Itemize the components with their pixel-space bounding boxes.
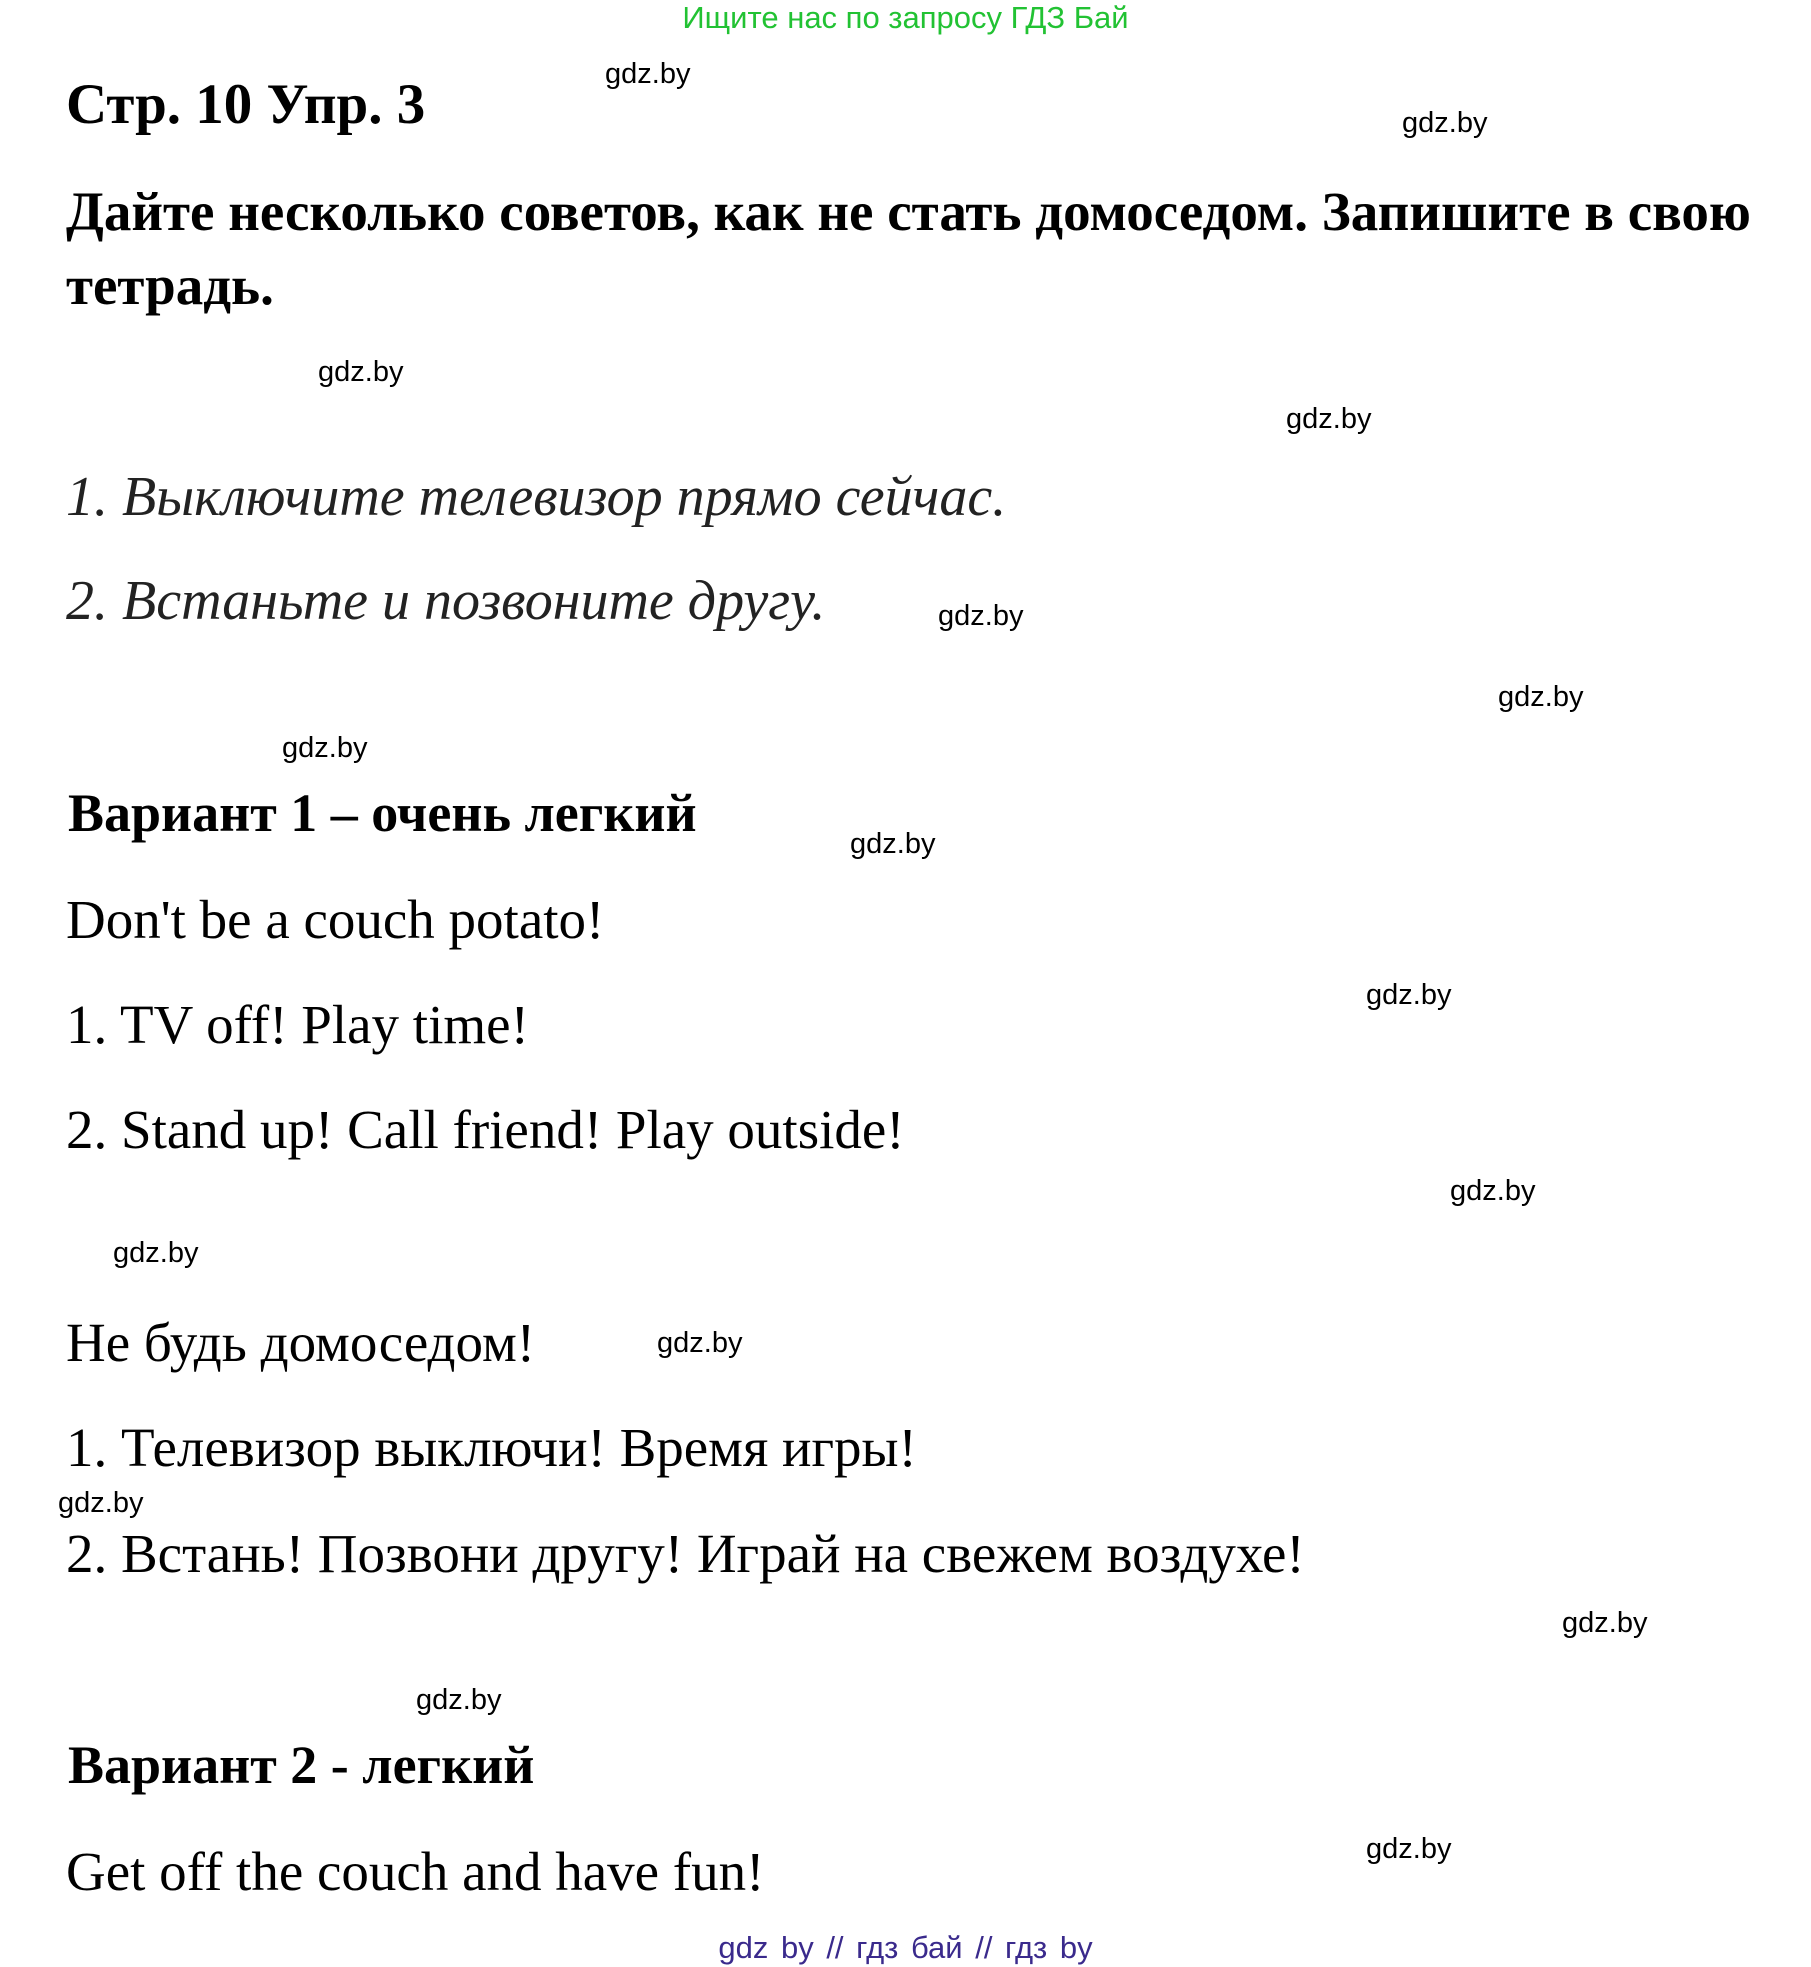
variant-1-russian-line: Не будь домоседом! (66, 1312, 536, 1373)
watermark: gdz.by (1286, 403, 1372, 435)
watermark: gdz.by (657, 1327, 743, 1359)
watermark: gdz.by (1366, 979, 1452, 1011)
watermark: gdz.by (318, 356, 404, 388)
example-line-1: 1. Выключите телевизор прямо сейчас. (66, 466, 1007, 528)
watermark: gdz.by (1450, 1175, 1536, 1207)
variant-1-english-line: 1. TV off! Play time! (66, 994, 529, 1055)
watermark: gdz.by (416, 1684, 502, 1716)
watermark: gdz.by (1498, 681, 1584, 713)
watermark: gdz.by (113, 1237, 199, 1269)
footer-links: gdz by // гдз бай // гдз by (718, 1930, 1093, 1965)
watermark: gdz.by (58, 1487, 144, 1519)
page-title: Стр. 10 Упр. 3 (66, 73, 426, 136)
example-line-2: 2. Встаньте и позвоните другу. (66, 570, 826, 632)
variant-1-russian-line: 1. Телевизор выключи! Время игры! (66, 1417, 917, 1478)
variant-1-russian-line: 2. Встань! Позвони другу! Играй на свежем воздухе! (66, 1523, 1305, 1584)
variant-2-english-line: Get off the couch and have fun! (66, 1841, 765, 1902)
watermark: gdz.by (605, 58, 691, 90)
watermark: gdz.by (1562, 1607, 1648, 1639)
watermark: gdz.by (850, 828, 936, 860)
variant-1-english-line: Don't be a couch potato! (66, 889, 605, 950)
watermark: gdz.by (282, 732, 368, 764)
variant-1-heading: Вариант 1 – очень легкий (68, 783, 697, 843)
variant-2-heading: Вариант 2 - легкий (68, 1735, 535, 1795)
variant-1-english-line: 2. Stand up! Call friend! Play outside! (66, 1099, 905, 1160)
top-banner: Ищите нас по запросу ГДЗ Бай (682, 0, 1129, 35)
task-instruction: Дайте несколько советов, как не стать домоседом. Запишите в свою тетрадь. (66, 181, 1751, 316)
watermark: gdz.by (1366, 1833, 1452, 1865)
watermark: gdz.by (1402, 107, 1488, 139)
watermark: gdz.by (938, 600, 1024, 632)
